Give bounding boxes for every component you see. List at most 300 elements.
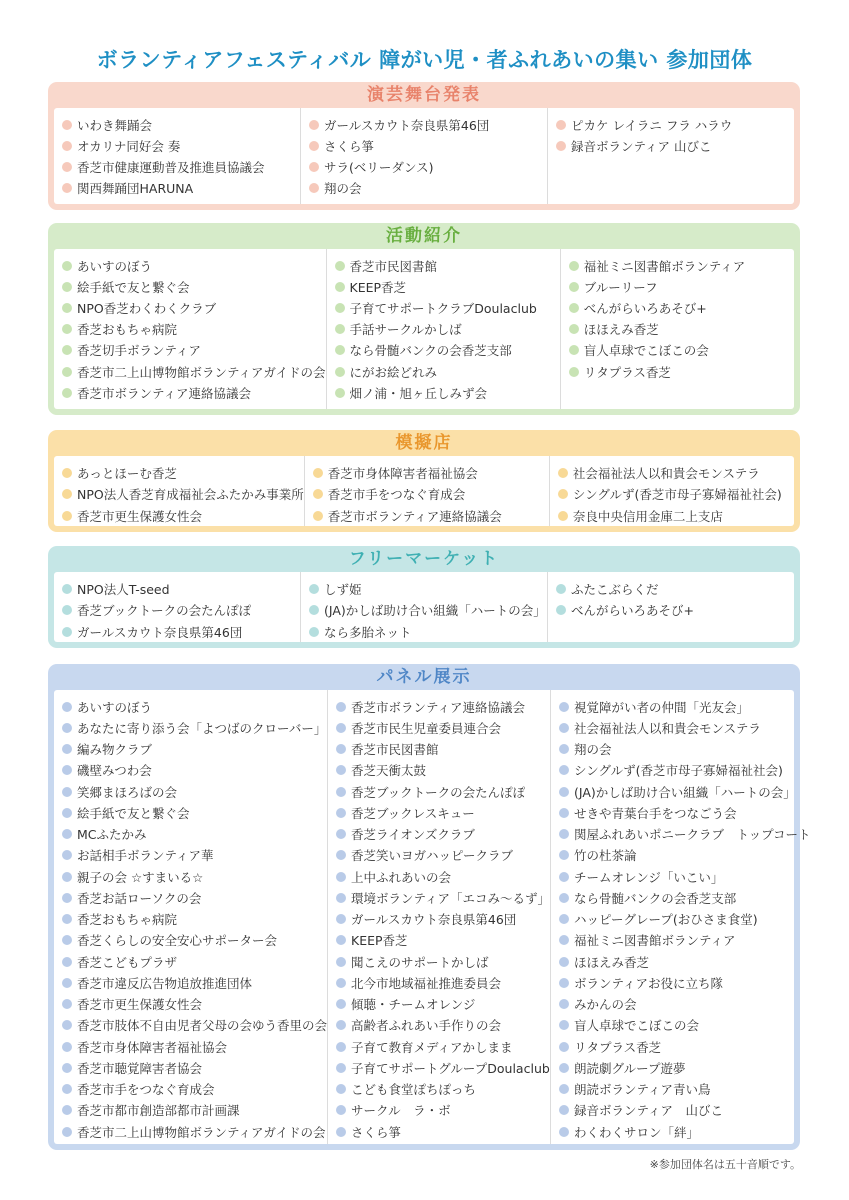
bullet-dot-icon [559,702,569,712]
list-item [336,717,550,738]
list-item-label: オカリナ同好会 奏 [77,138,181,154]
section-heading: フリーマーケット [348,549,500,569]
list-item-label: 子育てサポートグループDoulaclub [351,1060,550,1076]
list-item [569,297,794,318]
list-item [309,156,547,177]
bullet-dot-icon [309,627,319,637]
list-item [559,994,811,1015]
list-item-label: 磯壁みつわ会 [77,763,152,779]
list-item-label: リタプラス香芝 [574,1039,662,1055]
list-item [559,1100,811,1121]
bullet-dot-icon [335,261,345,271]
list-item-label: ガールスカウト奈良県第46団 [351,912,517,928]
list-item-label: 福祉ミニ図書館ボランティア [574,933,736,949]
list-item [313,505,549,527]
list-item [559,930,811,951]
bullet-dot-icon [336,1105,346,1115]
list-item [62,1057,327,1078]
list-item [62,972,327,993]
bullet-dot-icon [559,978,569,988]
list-item-label: 視覚障がい者の仲間「光友会」 [574,699,750,715]
list-item [62,824,327,845]
list-item [62,930,327,951]
list-item-label: ほほえみ香芝 [574,954,650,970]
list-item [335,382,560,403]
list-item [556,578,794,600]
bullet-dot-icon [309,605,319,615]
list-item [336,1079,550,1100]
list-item-label: 傾聴・チームオレンジ [351,997,476,1013]
bullet-dot-icon [62,1063,72,1073]
list-item-label: せきや青葉台手をつなごう会 [574,805,737,821]
bullet-dot-icon [62,850,72,860]
list-item [62,156,300,177]
bullet-dot-icon [559,1063,569,1073]
list-item-label: お話相手ボランティア華 [77,848,214,864]
list-item-label: 香芝市民図書館 [349,258,438,274]
list-item-label: 香芝市ボランティア連絡協議会 [351,699,526,715]
list-item-label: ほほえみ香芝 [583,322,659,338]
bullet-dot-icon [62,935,72,945]
bullet-dot-icon [62,702,72,712]
bullet-dot-icon [569,261,579,271]
list-item-label: 香芝市ボランティア連絡協議会 [327,508,502,524]
list-item [62,739,327,760]
bullet-dot-icon [335,282,345,292]
list-item-label: ガールスカウト奈良県第46団 [77,624,243,640]
bullet-dot-icon [335,303,345,313]
list-item [559,824,811,845]
list-item-label: 録音ボランティア 山びこ [574,1103,724,1119]
list-item-label: 盲人卓球でこぼこの会 [574,1018,700,1034]
list-item [62,781,327,802]
list-item-label: KEEP香芝 [349,279,407,295]
list-item [62,361,326,382]
list-item-label: 香芝市更生保護女性会 [77,508,203,524]
bullet-dot-icon [559,744,569,754]
list-item [336,760,550,781]
bullet-dot-icon [335,367,345,377]
list-item [313,484,549,506]
bullet-dot-icon [559,1084,569,1094]
list-item [62,600,300,622]
list-item [62,994,327,1015]
list-item [309,621,547,643]
list-item [556,135,794,156]
column-2 [304,456,549,526]
column-3 [550,690,811,1144]
list-item [62,951,327,972]
bullet-dot-icon [556,120,566,130]
list-item [336,909,550,930]
bullet-dot-icon [313,511,323,521]
list-item-label: あいすのぼう [77,258,153,274]
bullet-dot-icon [336,1084,346,1094]
bullet-dot-icon [62,324,72,334]
list-item [62,340,326,361]
list-item [62,178,300,199]
list-item-label: 畑ノ浦・旭ヶ丘しみず会 [349,385,488,401]
list-item-label: 子育てサポートクラブDoulaclub [349,300,537,316]
list-item [336,824,550,845]
list-item [309,114,547,135]
bullet-dot-icon [336,935,346,945]
bullet-dot-icon [62,872,72,882]
list-item-label: 香芝切手ボランティア [77,343,202,359]
list-item [336,887,550,908]
list-item-label: 香芝市身体障害者福祉協会 [77,1039,228,1055]
bullet-dot-icon [559,829,569,839]
bullet-dot-icon [559,723,569,733]
list-item-label: べんがらいろあそび+ [583,300,707,316]
list-item [569,276,794,297]
bullet-dot-icon [62,957,72,967]
list-item [335,340,560,361]
list-item-label: 関屋ふれあいポニークラブ トップコート [574,827,811,843]
list-item-label: チームオレンジ「いこい」 [574,869,724,885]
list-item [558,505,794,527]
list-item [62,276,326,297]
list-item [559,739,811,760]
list-item-label: 高齢者ふれあい手作りの会 [351,1018,502,1034]
list-item [62,135,300,156]
page-title: ボランティアフェスティバル 障がい児・者ふれあいの集い 参加団体 [96,48,753,72]
list-item [62,382,326,403]
bullet-dot-icon [569,282,579,292]
bullet-dot-icon [62,765,72,775]
list-item [62,802,327,823]
list-item [559,717,811,738]
bullet-dot-icon [62,914,72,924]
list-item [62,484,304,506]
bullet-dot-icon [558,489,568,499]
bullet-dot-icon [62,627,72,637]
list-item-label: 香芝市健康運動普及推進員協議会 [77,159,265,175]
list-item [558,484,794,506]
bullet-dot-icon [62,489,72,499]
bullet-dot-icon [559,914,569,924]
list-item-label: 香芝市ボランティア連絡協議会 [77,385,252,401]
list-item-label: MCふたかみ [77,827,147,843]
list-item-label: サークル ラ・ボ [351,1103,451,1119]
list-item-label: こども食堂ぽちぽっち [351,1082,477,1098]
list-item-label: にがお絵どれみ [349,364,438,380]
list-item-label: ハッピーグレープ(おひさま食堂) [574,912,758,928]
bullet-dot-icon [559,787,569,797]
list-item [309,600,547,622]
column-1 [54,456,304,526]
list-item-label: なら骨髄バンクの会香芝支部 [574,890,737,906]
list-item [556,600,794,622]
bullet-dot-icon [336,999,346,1009]
list-item-label: 北今市地域福祉推進委員会 [351,975,502,991]
list-item-label: 香芝市民生児童委員連合会 [351,720,502,736]
list-item [559,1015,811,1036]
list-item-label: NPO法人香芝育成福祉会ふたかみ事業所 [77,487,304,503]
list-item-label: 香芝笑いヨガハッピークラブ [351,848,514,864]
list-item-label: べんがらいろあそび+ [571,603,694,619]
list-item [336,781,550,802]
bullet-dot-icon [336,702,346,712]
list-item [62,621,300,643]
list-item-label: 笑郷まほろばの会 [77,784,178,800]
list-item [62,1121,327,1142]
bullet-dot-icon [559,999,569,1009]
list-item-label: 香芝天衝太鼓 [351,763,427,779]
bullet-dot-icon [309,141,319,151]
bullet-dot-icon [62,605,72,615]
bullet-dot-icon [62,388,72,398]
bullet-dot-icon [559,850,569,860]
list-item-label: 香芝市手をつなぐ育成会 [327,487,466,503]
list-item-label: なら多胎ネット [324,624,412,640]
list-item-label: あいすのぼう [77,699,153,715]
section-mock-store [48,430,800,532]
list-item [62,1100,327,1121]
list-item [62,887,327,908]
list-item [559,1121,811,1142]
bullet-dot-icon [336,872,346,882]
list-item [336,802,550,823]
list-item [559,781,811,802]
list-item [559,951,811,972]
list-item [559,887,811,908]
bullet-dot-icon [336,808,346,818]
column-3 [547,108,794,204]
list-item-label: ガールスカウト奈良県第46団 [324,117,490,133]
list-item [62,114,300,135]
bullet-dot-icon [62,282,72,292]
bullet-dot-icon [62,183,72,193]
list-item [62,1036,327,1057]
bullet-dot-icon [62,367,72,377]
list-item [62,1015,327,1036]
list-item [335,361,560,382]
list-item [309,178,547,199]
list-item-label: 上中ふれあいの会 [351,869,452,885]
bullet-dot-icon [62,1042,72,1052]
column-1 [54,572,300,642]
list-item [556,114,794,135]
list-item [62,866,327,887]
column-3 [549,456,794,526]
list-item-label: しず姫 [324,581,362,597]
bullet-dot-icon [62,162,72,172]
list-item [336,1121,550,1142]
list-item [559,866,811,887]
bullet-dot-icon [335,388,345,398]
list-item-label: なら骨髄バンクの会香芝支部 [349,343,512,359]
list-item-label: 盲人卓球でこぼこの会 [583,343,709,359]
list-item-label: 福祉ミニ図書館ボランティア [583,258,746,274]
section-body [54,108,794,204]
bullet-dot-icon [559,1105,569,1115]
list-item-label: 子育て教育メディアかしまま [351,1039,513,1055]
list-item-label: さくら箏 [351,1124,402,1140]
list-item-label: KEEP香芝 [351,933,408,949]
bullet-dot-icon [558,468,568,478]
section-heading: 模擬店 [395,433,453,453]
list-item [336,951,550,972]
list-item-label: 香芝くらしの安全安心サポーター会 [77,933,278,949]
list-item-label: 香芝ブックトークの会たんぽぽ [77,603,252,619]
bullet-dot-icon [62,787,72,797]
list-item [309,135,547,156]
list-item-label: ふたこぶらくだ [571,581,659,597]
bullet-dot-icon [556,141,566,151]
bullet-dot-icon [309,183,319,193]
section-panel [48,664,811,1150]
list-item [558,462,794,484]
list-item-label: 翔の会 [324,181,362,197]
list-item [336,1100,550,1121]
list-item [559,802,811,823]
list-item-label: 関西舞踊団HARUNA [77,181,194,197]
section-stage [48,82,800,210]
list-item-label: 絵手紙で友と繋ぐ会 [77,805,190,821]
list-item-label: NPO法人T-seed [77,581,170,597]
bullet-dot-icon [569,367,579,377]
list-item [336,866,550,887]
bullet-dot-icon [336,765,346,775]
list-item-label: シングルず(香芝市母子寡婦福祉社会) [574,763,783,779]
list-item [62,717,327,738]
column-3 [560,249,794,409]
bullet-dot-icon [62,1084,72,1094]
bullet-dot-icon [336,1127,346,1137]
section-body [54,456,794,526]
list-item-label: 香芝市都市創造部都市計画課 [77,1103,240,1119]
bullet-dot-icon [559,1020,569,1030]
list-item [336,930,550,951]
list-item-label: ブルーリーフ [583,279,658,295]
list-item-label: 竹の杜茶論 [574,848,637,864]
list-item-label: シングルず(香芝市母子寡婦福祉社会) [572,487,782,503]
list-item-label: 翔の会 [574,742,612,758]
list-item-label: 香芝こどもプラザ [77,954,178,970]
bullet-dot-icon [336,893,346,903]
list-item-label: 香芝ブックトークの会たんぽぽ [351,784,526,800]
bullet-dot-icon [62,468,72,478]
list-item-label: 手話サークルかしば [349,322,462,338]
list-item [559,909,811,930]
list-item [335,297,560,318]
list-item-label: リタプラス香芝 [583,364,671,380]
bullet-dot-icon [336,1063,346,1073]
bullet-dot-icon [559,1127,569,1137]
bullet-dot-icon [62,978,72,988]
section-activity [48,223,800,415]
bullet-dot-icon [336,957,346,967]
list-item-label: 編み物クラブ [77,742,153,758]
list-item-label: 香芝市二上山博物館ボランティアガイドの会 [77,1124,326,1140]
column-2 [326,249,560,409]
list-item-label: 聞こえのサポートかしば [351,954,489,970]
list-item [569,255,794,276]
bullet-dot-icon [313,468,323,478]
list-item-label: 社会福祉法人以和貴会モンステラ [572,465,760,481]
bullet-dot-icon [62,808,72,818]
column-2 [327,690,550,1144]
list-item [313,462,549,484]
bullet-dot-icon [556,584,566,594]
bullet-dot-icon [335,345,345,355]
section-body [54,249,794,409]
list-item [559,845,811,866]
bullet-dot-icon [559,808,569,818]
list-item-label: 香芝市聴覚障害者協会 [77,1060,203,1076]
list-item-label: 親子の会 ☆すまいる☆ [77,869,204,885]
list-item [62,696,327,717]
list-item [336,696,550,717]
list-item-label: (JA)かしば助け合い組織「ハートの会」 [324,603,546,619]
list-item [336,1057,550,1078]
bullet-dot-icon [62,1105,72,1115]
list-item-label: 香芝おもちゃ病院 [77,912,178,928]
list-item [62,297,326,318]
bullet-dot-icon [336,723,346,733]
bullet-dot-icon [336,829,346,839]
bullet-dot-icon [336,850,346,860]
list-item [569,340,794,361]
list-item [62,1079,327,1100]
bullet-dot-icon [336,914,346,924]
list-item-label: 絵手紙で友と繋ぐ会 [77,279,190,295]
bullet-dot-icon [62,829,72,839]
bullet-dot-icon [558,511,568,521]
list-item-label: 録音ボランティア 山びこ [571,138,712,154]
list-item-label: 朗読ボランティア青い鳥 [574,1082,711,1098]
list-item-label: ピカケ レイラニ フラ ハラウ [571,117,733,133]
bullet-dot-icon [559,893,569,903]
column-1 [54,249,326,409]
list-item [559,1079,811,1100]
column-1 [54,690,327,1144]
column-1 [54,108,300,204]
bullet-dot-icon [313,489,323,499]
column-2 [300,108,547,204]
list-item-label: 朗読劇グループ遊夢 [574,1060,686,1076]
bullet-dot-icon [62,744,72,754]
bullet-dot-icon [569,324,579,334]
bullet-dot-icon [309,584,319,594]
list-item-label: 環境ボランティア「エコみ〜るず」 [351,890,551,906]
bullet-dot-icon [569,345,579,355]
bullet-dot-icon [62,511,72,521]
list-item-label: さくら箏 [324,138,375,154]
list-item [559,1036,811,1057]
list-item [336,739,550,760]
bullet-dot-icon [62,584,72,594]
section-body [54,690,811,1144]
list-item [62,760,327,781]
list-item-label: 香芝市肢体不自由児者父母の会ゆう香里の会 [77,1018,328,1034]
list-item-label: (JA)かしば助け合い組織「ハートの会」 [574,784,796,800]
list-item [336,1036,550,1057]
list-item-label: 香芝市更生保護女性会 [77,997,203,1013]
bullet-dot-icon [309,120,319,130]
section-flea-market [48,546,800,648]
list-item [569,361,794,382]
list-item-label: 香芝市民図書館 [351,742,439,758]
bullet-dot-icon [62,345,72,355]
bullet-dot-icon [62,1127,72,1137]
section-heading: 演芸舞台発表 [367,85,481,105]
bullet-dot-icon [62,1020,72,1030]
list-item-label: サラ(ベリーダンス) [324,159,434,175]
list-item [569,319,794,340]
bullet-dot-icon [62,999,72,1009]
